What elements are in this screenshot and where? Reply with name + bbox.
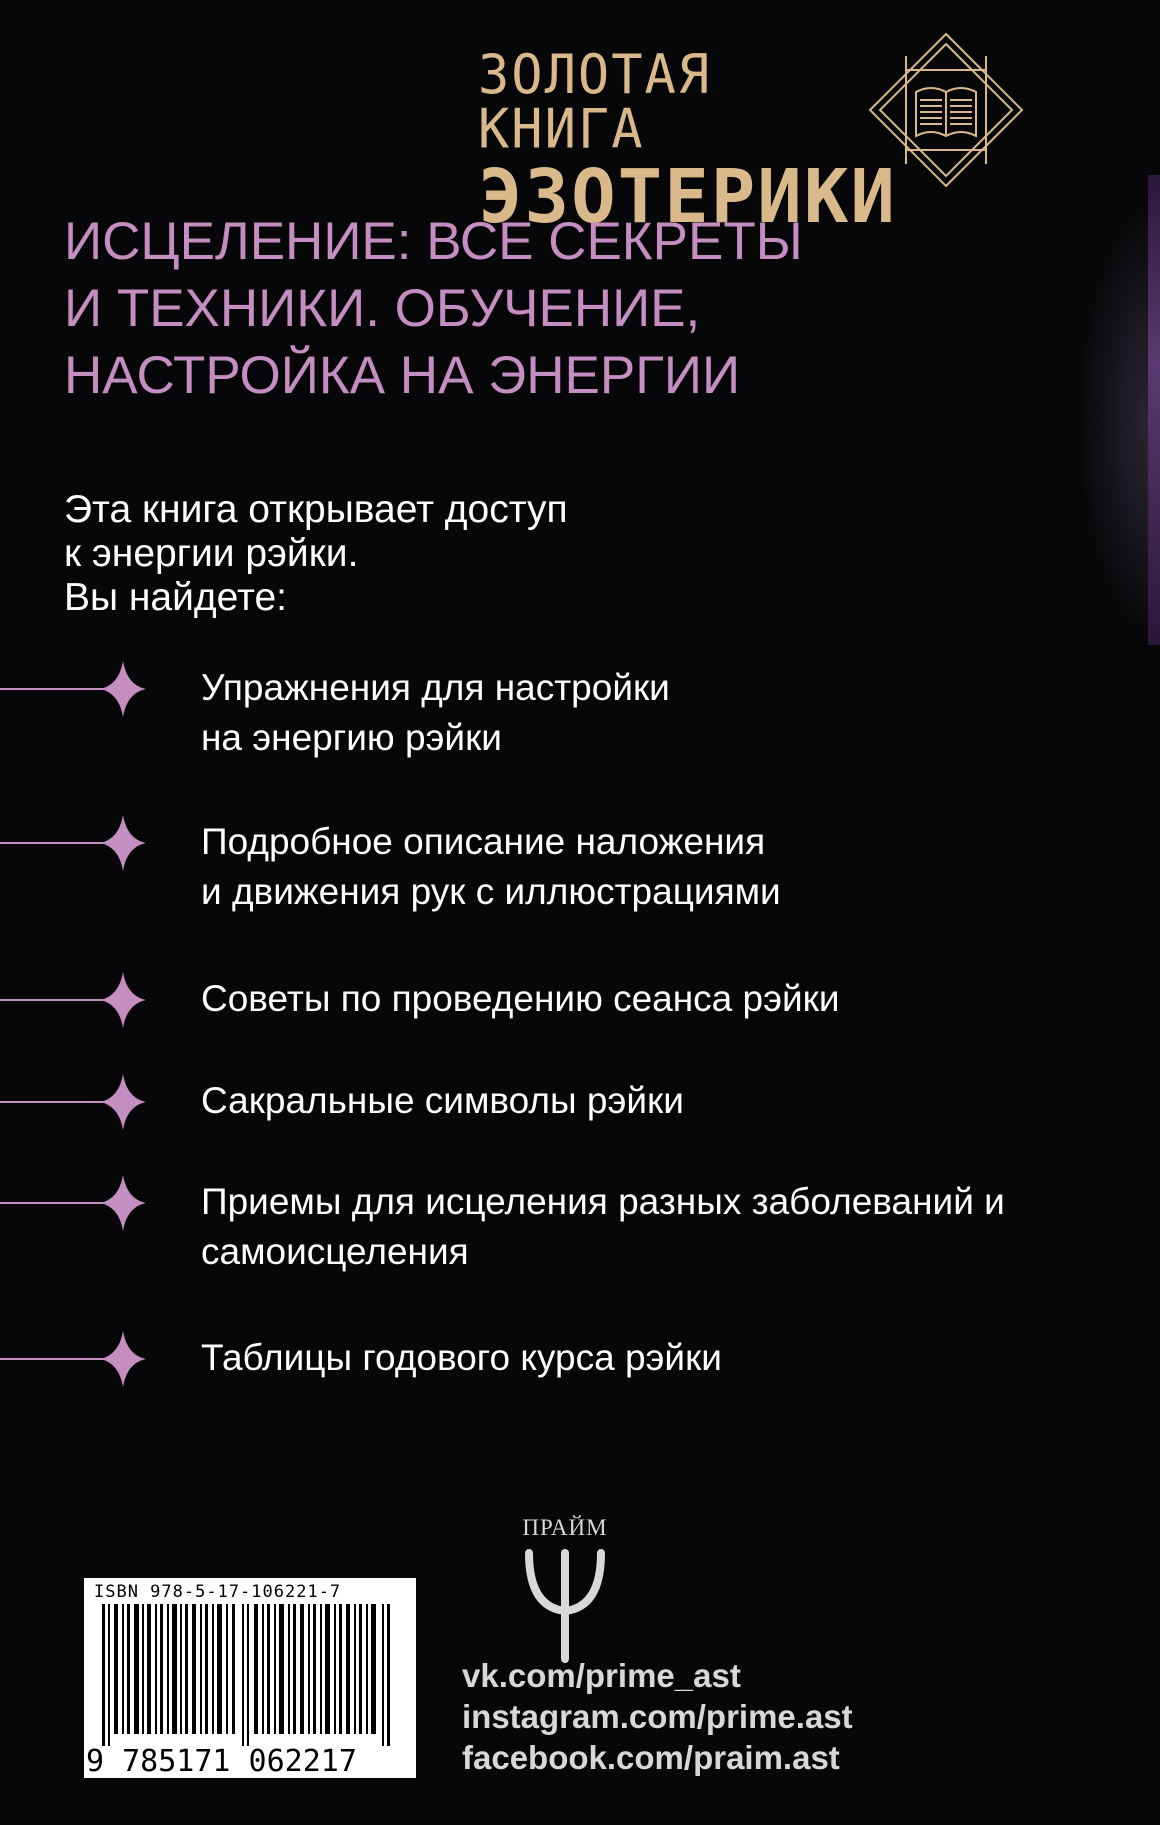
isbn-barcode [84,1578,416,1778]
series-title-line2: ЭЗОТЕРИКИ [478,154,897,240]
feature-text: и движения рук с иллюстрациями [201,871,781,912]
feature-rule [0,1202,112,1204]
series-title [478,43,897,240]
feature-text: самоисцеления [201,1231,469,1272]
feature-rule [0,688,112,690]
instagram-link[interactable]: instagram.com/prime.ast [462,1698,853,1735]
facebook-link[interactable]: facebook.com/praim.ast [462,1739,840,1776]
social-links [462,1655,1062,1778]
edge-strip [1148,175,1160,645]
publisher-logo [510,1515,620,1665]
publisher-name: ПРАЙМ [522,1515,608,1540]
feature-rule [0,842,112,844]
series-title-line1: ЗОЛОТАЯ КНИГА [478,43,712,162]
book-title: ИСЦЕЛЕНИЕ: ВСЕ СЕКРЕТЫ И ТЕХНИКИ. ОБУЧЕНИЕ, НАСТРОЙКА НА ЭНЕРГИИ [64,212,803,405]
intro-line: к энергии рэйки. [64,532,359,575]
feature-rule [0,1358,112,1360]
feature-text: Приемы для исцеления разных заболеваний и [201,1181,1005,1222]
intro-text [64,488,764,620]
feature-rule [0,999,112,1001]
open-book-diamond-icon [866,30,1026,190]
diamond-bullet-icon [100,1175,146,1231]
feature-rule [0,1101,112,1103]
feature-text: на энергию рэйки [201,717,502,758]
barcode-bars [92,1604,408,1746]
intro-line: Эта книга открывает доступ [64,488,568,531]
diamond-bullet-icon [100,1074,146,1130]
intro-line: Вы найдете: [64,576,287,619]
feature-text: Подробное описание наложения [201,821,766,862]
isbn-label: ISBN 978-5-17-106221-7 [94,1582,342,1602]
diamond-bullet-icon [100,1331,146,1387]
diamond-bullet-icon [100,661,146,717]
vk-link[interactable]: vk.com/prime_ast [462,1657,741,1694]
feature-text: Упражнения для настройки [201,667,670,708]
feature-text: Таблицы годового курса рэйки [201,1337,722,1378]
diamond-bullet-icon [100,972,146,1028]
feature-text: Сакральные символы рэйки [201,1080,684,1121]
barcode-digits: 9 785171 062217 [86,1744,357,1779]
diamond-bullet-icon [100,815,146,871]
feature-text: Советы по проведению сеанса рэйки [201,978,840,1019]
psi-trident-icon [517,1545,613,1665]
